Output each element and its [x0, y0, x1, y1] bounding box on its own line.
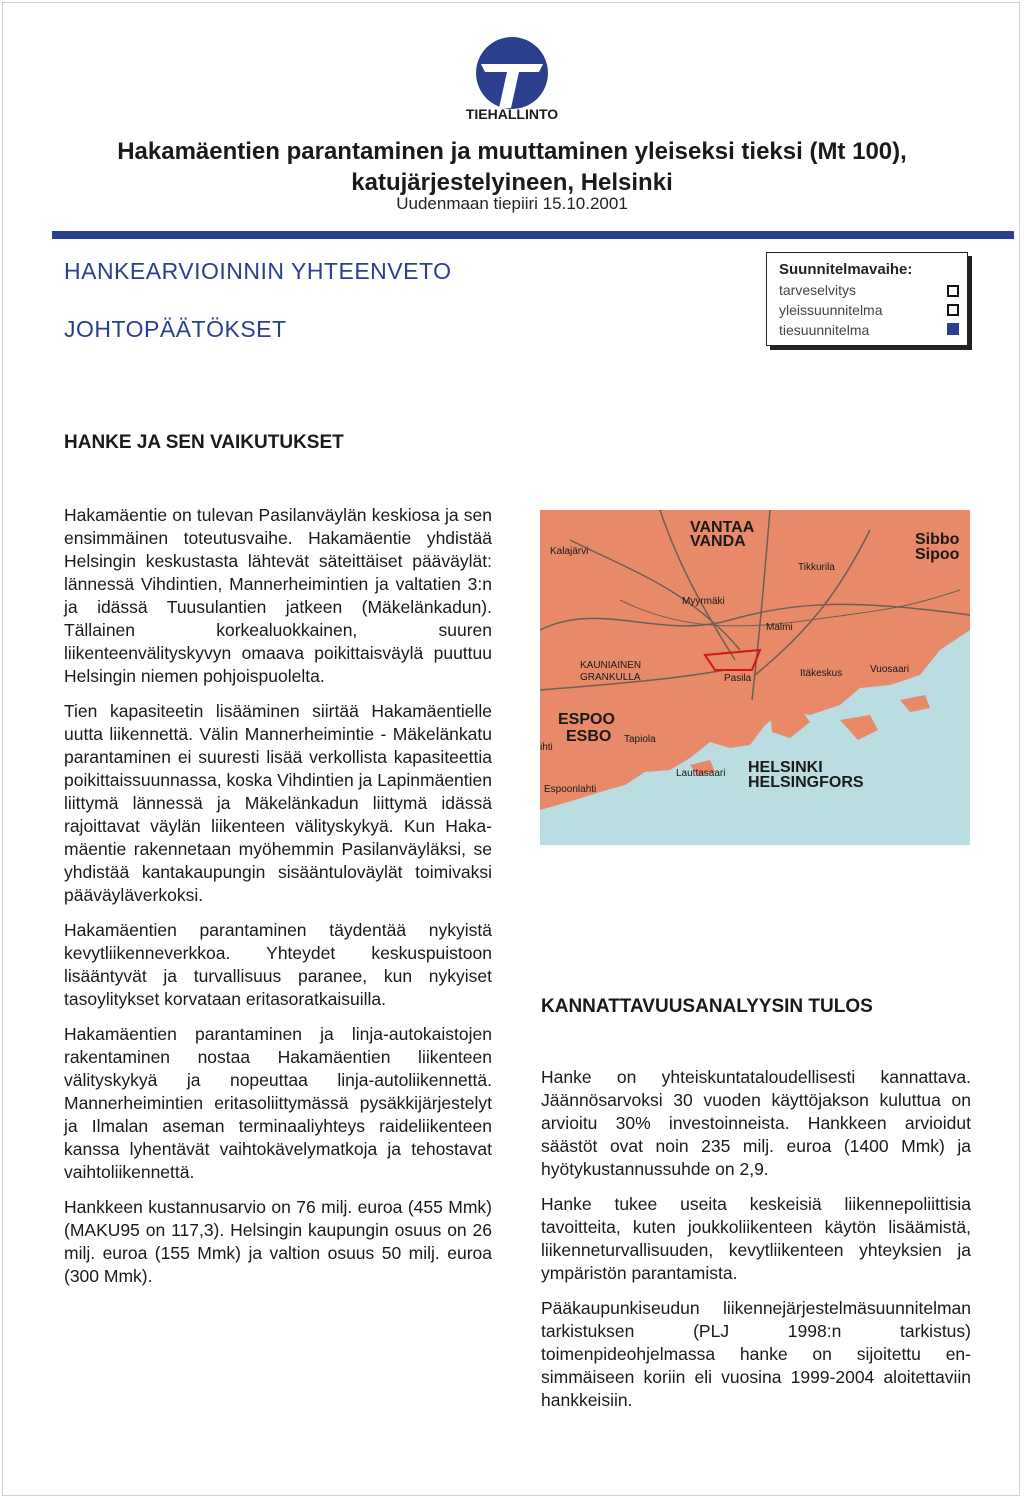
- left-paragraph-2: Tien kapasiteetin lisääminen siirtää Hakamäentielle uutta liikennettä. Välin Mannerheimintie - Mäkelänkatu parantaminen ei suuresti lisää verkollista kapasiteettia poikittaissuunnassa, koska Vihdintien ja Lapinmäentien liittymä lännessä ja Mäkelänkadun liittymä idässä rajoittavat väylän liikenteen välityskykyä. Kun Hakamäentie rakennetaan myöhemmin Pasilanväyläksi, se yhdistää kantakaupungin sisääntuloväylät toimivaksi pääväyläverkoksi.: [64, 701, 492, 905]
- map-label-vanda: VANDA: [690, 533, 746, 550]
- title-line-2: katujärjestelyineen, Helsinki: [351, 169, 673, 196]
- map-label-pasila: Pasila: [724, 673, 752, 684]
- project-heading: HANKE JA SEN VAIKUTUKSET: [64, 432, 344, 453]
- summary-heading: HANKEARVIOINNIN YHTEENVETO: [64, 258, 452, 284]
- right-paragraph-2: Hanke tukee useita keskeisiä liikennepoliittisia tavoitteita, kuten joukkoliikenteen käytön lisäämistä, liikenneturvallisuuden, kevytliikenteen yhteyksien ja ympäristön parantamista.: [541, 1194, 971, 1283]
- phase-title: Suunnitelmavaihe:: [779, 261, 913, 278]
- map-label-tikkurila: Tikkurila: [798, 562, 835, 573]
- map-label-kauniainen: KAUNIAINEN: [580, 660, 642, 671]
- phase-item-tiesuunnitelma: tiesuunnitelma: [779, 322, 870, 338]
- map-label-esbo: ESBO: [566, 728, 612, 745]
- map-label-myyrmaki: Myyrmäki: [682, 596, 725, 607]
- left-paragraph-4: Hakamäentien parantaminen ja linja-autokaistojen rakentaminen nostaa Hakamäentien liikenteen välityskykyä ja nopeuttaa linja-autoliikennettä. Mannerheimintien eritasoliittymässä pysäkkijärjestelyt ja Ilmalan aseman terminaaliyhteys raideliikenteen kanssa lyhentävät vaihtokävelymatkoja ja tehostavat vaihtoliikennettä.: [64, 1024, 492, 1182]
- analysis-heading: KANNATTAVUUSANALYYSIN TULOS: [541, 996, 873, 1017]
- left-paragraph-1: Hakamäentie on tulevan Pasilanväylän keskiosa ja sen ensimmäinen toteutusvaihe. Hakamäentie yhdistää Helsingin keskustasta lähtevät säteittäiset pääväylät: lännessä Vihdintien, Mannerheimintien ja valtatien 3:n ja idässä Tuusulantien jatkeen (Mäkelänkadun). Tällainen korkealuokkainen, suuren liikenteenvälityskyvyn omaava poikittaisväylä puuttuu Helsingin niemen pohjoispuolelta.: [64, 505, 492, 686]
- location-map: [540, 510, 970, 845]
- map-label-espoo: ESPOO: [558, 711, 615, 728]
- phase-checkbox-yleissuunnitelma: [947, 304, 959, 316]
- title-line-1: Hakamäentien parantaminen ja muuttaminen yleiseksi tieksi (Mt 100),: [117, 138, 907, 165]
- right-paragraph-3: Pääkaupunkiseudun liikennejärjestelmäsuunnitelman tarkistuksen (PLJ 1998:n tarkistus) toimenpideohjelmassa hanke on sijoitettu ensimmäiseen koriin eli vuosina 1999-2004 aloitettaviin hankkeisiin.: [541, 1298, 971, 1410]
- phase-checkbox-tarveselvitys: [947, 285, 959, 297]
- map-label-espoonlahti: Espoonlahti: [544, 784, 597, 795]
- left-column: [64, 504, 492, 1300]
- map-label-grankulla: GRANKULLA: [580, 672, 641, 683]
- map-label-helsingfors: HELSINGFORS: [748, 774, 864, 791]
- document-subtitle: Uudenmaan tiepiiri 15.10.2001: [396, 194, 628, 213]
- map-label-kalajarvi: Kalajärvi: [550, 546, 589, 557]
- map-label-vantaa: VANTAA: [690, 519, 755, 536]
- conclusions-heading: JOHTOPÄÄTÖKSET: [64, 316, 287, 342]
- header-rule: [52, 231, 1014, 239]
- map-label-vuosaari: Vuosaari: [870, 664, 910, 675]
- left-paragraph-3: Hakamäentien parantaminen täydentää nykyistä kevytliikenneverkkoa. Yhteydet keskuspuistoon lisääntyvät ja turvallisuus paranee, kun nykyiset tasoylitykset korvataan eritasoratkaisuilla.: [64, 920, 492, 1009]
- map-label-malmi: Malmi: [766, 622, 793, 633]
- brand-name: TIEHALLINTO: [465, 106, 559, 122]
- map-label-sipoo: Sipoo: [915, 546, 960, 563]
- map-label-tapiola: Tapiola: [624, 734, 656, 745]
- map-label-lauttasaari: Lauttasaari: [676, 768, 726, 779]
- phase-checkbox-tiesuunnitelma: [947, 323, 959, 335]
- phase-item-yleissuunnitelma: yleissuunnitelma: [779, 302, 883, 318]
- left-paragraph-5: Hankkeen kustannusarvio on 76 milj. euroa (455 Mmk) (MAKU95 on 117,3). Helsingin kaupungin osuus on 26 milj. euroa (155 Mmk) ja valtion osuus 50 milj. euroa (300 Mmk).: [64, 1197, 492, 1286]
- right-column: [541, 1066, 971, 1424]
- map-label-itakeskus: Itäkeskus: [800, 668, 843, 679]
- planning-phase-box: [766, 252, 968, 346]
- right-paragraph-1: Hanke on yhteiskuntataloudellisesti kannattava. Jäännösarvoksi 30 vuoden käyttöjakson kuluttua on arvioitu 30% investoinneista. Hankkeen arvioidut säästöt ovat noin 235 milj. euroa (1400 Mmk) ja hyötykustannussuhde on 2,9.: [541, 1067, 971, 1179]
- map-label-ihti: ihti: [540, 742, 553, 753]
- map-label-helsinki: HELSINKI: [748, 759, 823, 776]
- map-label-sibbo: Sibbo: [915, 531, 960, 548]
- document-title: [40, 136, 984, 198]
- tiehallinto-logo: [475, 36, 549, 110]
- phase-item-tarveselvitys: tarveselvitys: [779, 282, 857, 298]
